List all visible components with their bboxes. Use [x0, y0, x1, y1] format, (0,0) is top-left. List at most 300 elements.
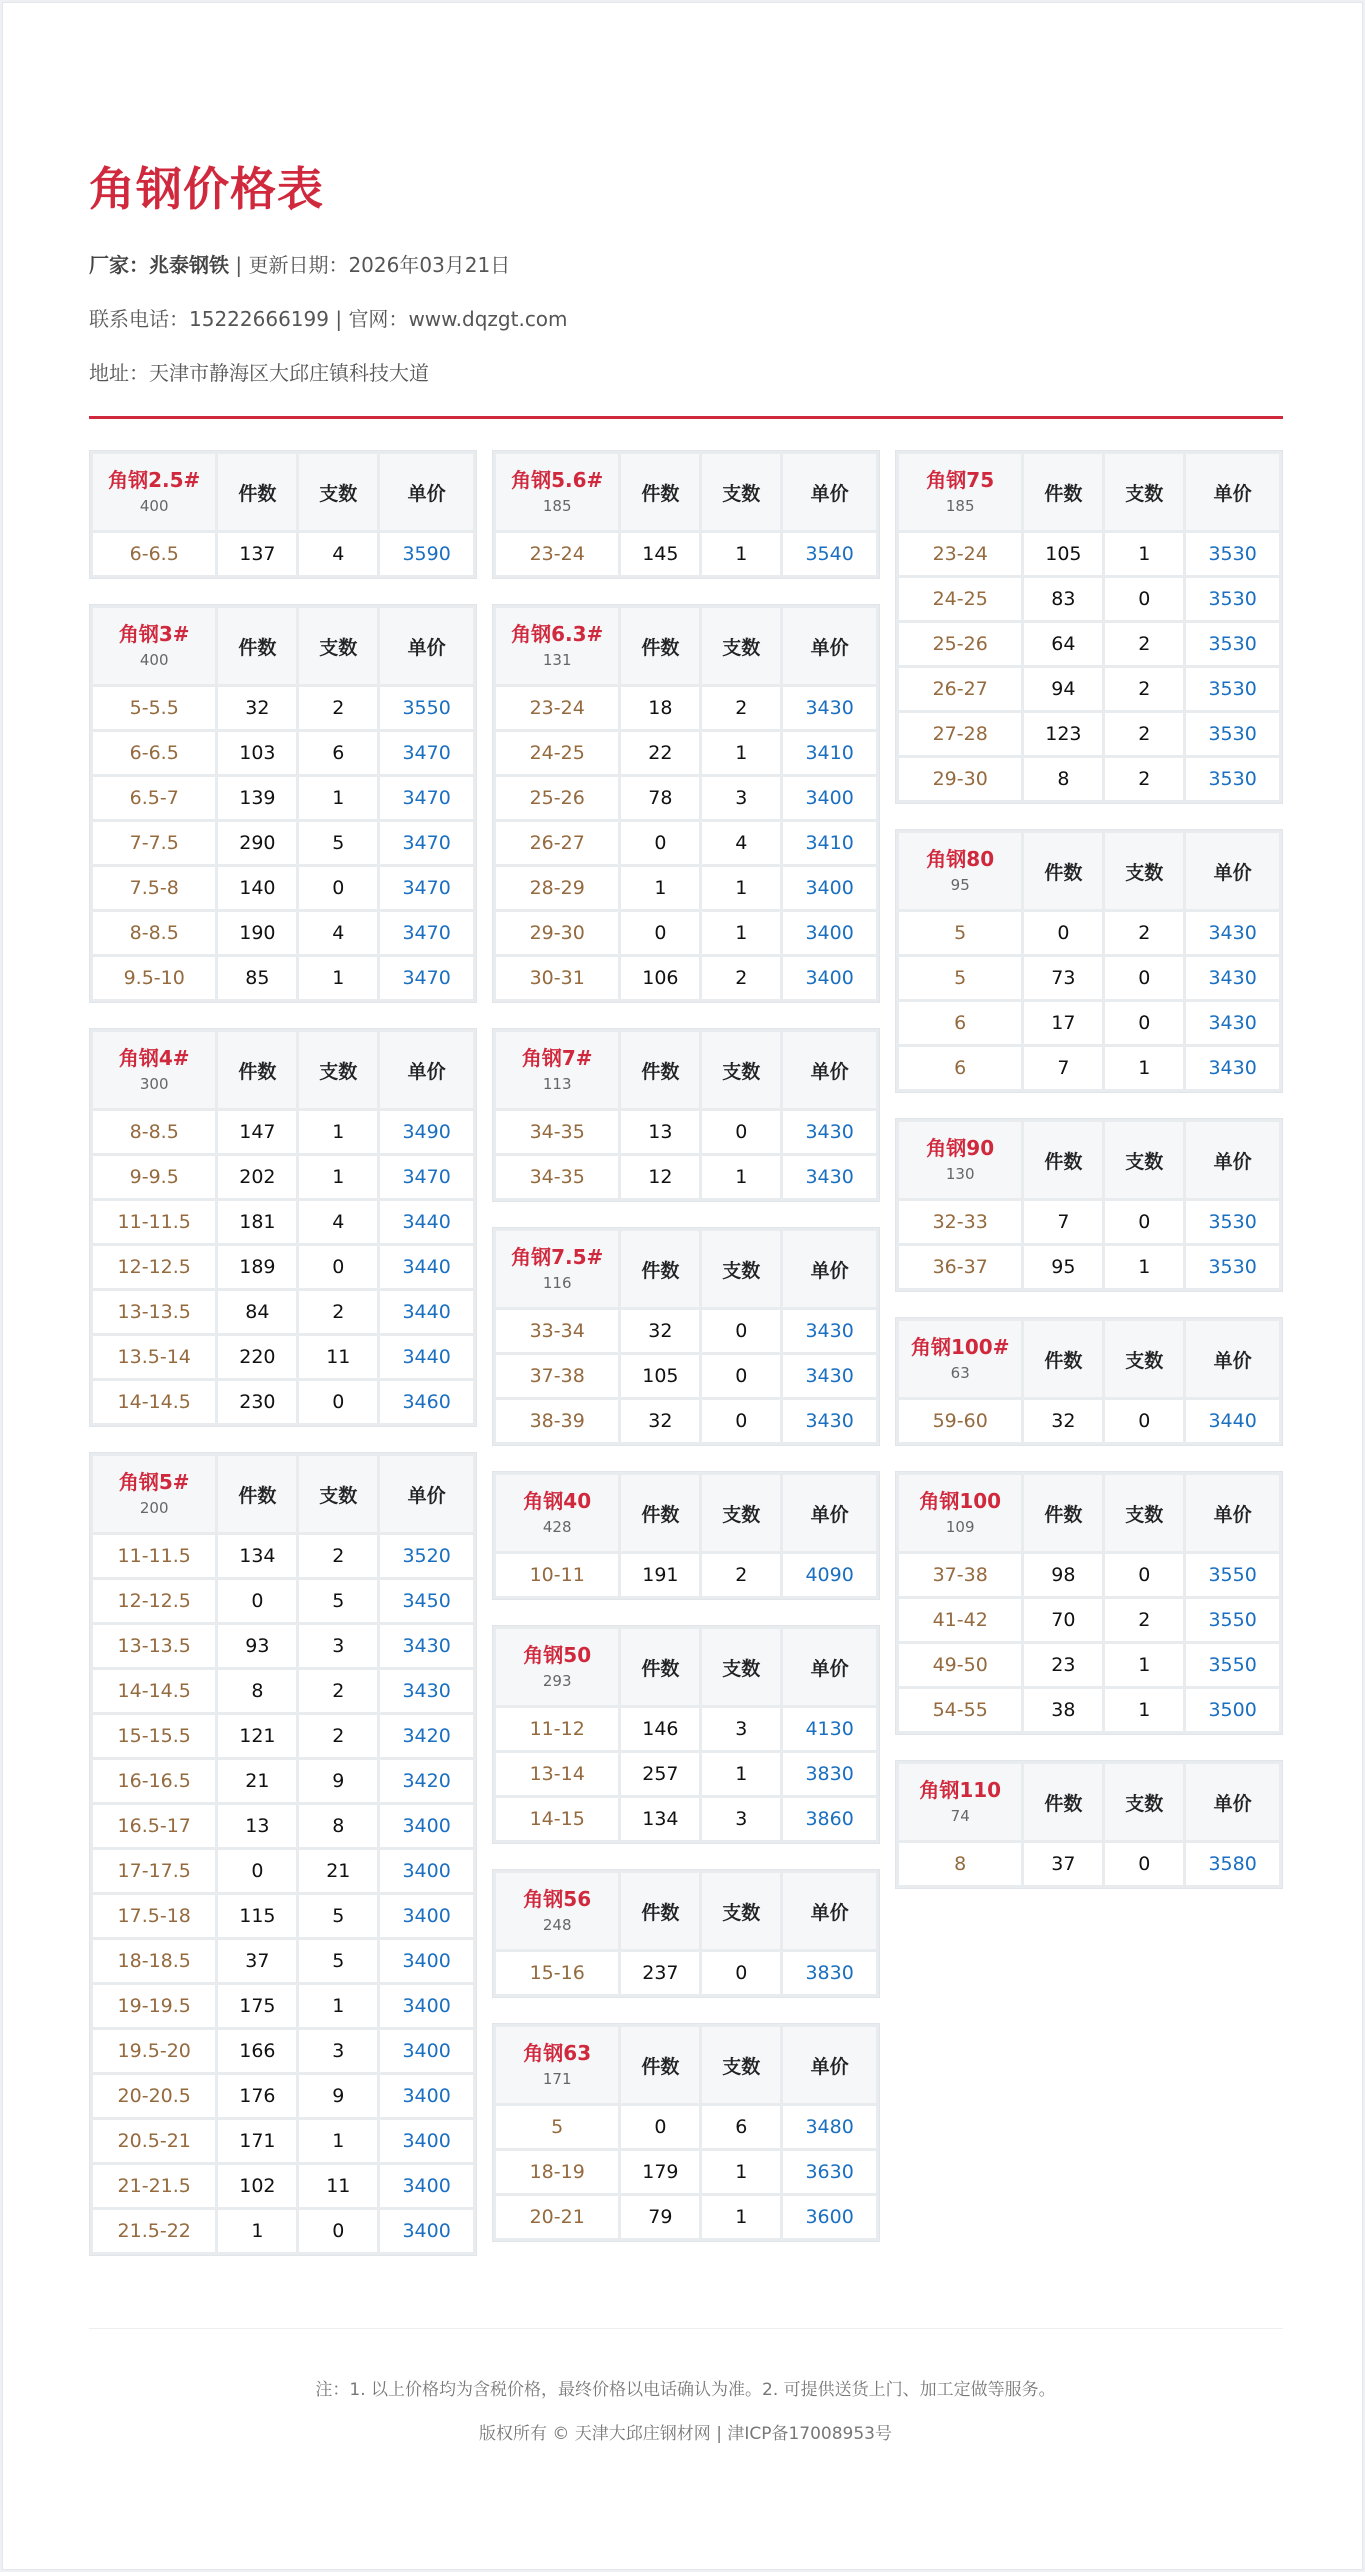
unit-price-cell[interactable]: 3550	[380, 687, 473, 729]
size-range-cell: 13-14	[496, 1753, 618, 1795]
bar-count-cell: 0	[702, 1310, 780, 1352]
size-range-cell: 6.5-7	[93, 777, 215, 819]
unit-price-cell[interactable]: 3400	[380, 1850, 473, 1892]
table-row	[93, 2120, 473, 2162]
piece-count-cell: 176	[218, 2075, 296, 2117]
piece-count-cell: 134	[621, 1798, 699, 1840]
unit-price-cell[interactable]: 3450	[380, 1580, 473, 1622]
table-row	[496, 2151, 876, 2193]
bar-count-cell: 0	[1105, 1843, 1183, 1885]
table-row	[496, 2106, 876, 2148]
size-range-cell: 9.5-10	[93, 957, 215, 999]
table-header-row	[496, 1231, 876, 1307]
table-row	[496, 687, 876, 729]
qty-header: 件数	[621, 1032, 699, 1108]
table-row	[93, 1111, 473, 1153]
size-range-cell: 14-14.5	[93, 1670, 215, 1712]
unit-price-cell[interactable]: 3400	[783, 867, 876, 909]
size-range-cell: 7-7.5	[93, 822, 215, 864]
spec-name: 角钢3#	[118, 622, 190, 646]
piece-count-cell: 0	[621, 2106, 699, 2148]
price-table	[492, 604, 880, 1003]
spec-header	[93, 1032, 215, 1108]
unit-price-cell[interactable]: 3470	[380, 912, 473, 954]
size-range-cell: 8-8.5	[93, 912, 215, 954]
unit-price-cell[interactable]: 3530	[1186, 578, 1279, 620]
spec-header	[496, 2027, 618, 2103]
spec-name: 角钢56	[523, 1887, 592, 1911]
count-header: 支数	[702, 454, 780, 530]
unit-price-cell[interactable]: 3430	[380, 1670, 473, 1712]
unit-price-cell[interactable]: 3530	[1186, 668, 1279, 710]
unit-price-cell[interactable]: 3430	[1186, 912, 1279, 954]
bar-count-cell: 9	[299, 1760, 377, 1802]
count-header: 支数	[702, 1629, 780, 1705]
piece-count-cell: 18	[621, 687, 699, 729]
footer-copyright: 版权所有 © 天津大邱庄钢材网 | 津ICP备17008953号	[478, 2424, 892, 2444]
price-table	[89, 1452, 477, 2256]
table-column-2	[492, 450, 880, 2242]
table-row	[93, 687, 473, 729]
table-row	[899, 1047, 1279, 1089]
piece-count-cell: 146	[621, 1708, 699, 1750]
table-header-row	[899, 1321, 1279, 1397]
bar-count-cell: 2	[1105, 623, 1183, 665]
address-value: 天津市静海区大邱庄镇科技大道	[149, 361, 429, 385]
table-column-1	[89, 450, 477, 2256]
unit-price-cell[interactable]: 3430	[783, 1156, 876, 1198]
table-row	[93, 1985, 473, 2027]
size-range-cell: 18-19	[496, 2151, 618, 2193]
size-range-cell: 5	[899, 912, 1021, 954]
table-row	[899, 912, 1279, 954]
table-row	[899, 758, 1279, 800]
table-row	[93, 1246, 473, 1288]
spec-name: 角钢80	[926, 847, 995, 871]
spec-name: 角钢4#	[118, 1046, 190, 1070]
phone-label: 联系电话：	[89, 307, 189, 331]
size-range-cell: 23-24	[496, 533, 618, 575]
price-header: 单价	[1186, 1122, 1279, 1198]
qty-header: 件数	[621, 2027, 699, 2103]
bar-count-cell: 3	[702, 1708, 780, 1750]
unit-price-cell[interactable]: 3400	[380, 2165, 473, 2207]
unit-price-cell[interactable]: 3530	[1186, 758, 1279, 800]
size-range-cell: 14-15	[496, 1798, 618, 1840]
size-range-cell: 12-12.5	[93, 1580, 215, 1622]
table-header-row	[899, 1764, 1279, 1840]
bar-count-cell: 9	[299, 2075, 377, 2117]
piece-count-cell: 32	[218, 687, 296, 729]
bar-count-cell: 1	[1105, 1644, 1183, 1686]
size-range-cell: 26-27	[496, 822, 618, 864]
unit-price-cell[interactable]: 3400	[380, 1895, 473, 1937]
bar-count-cell: 2	[702, 687, 780, 729]
table-row	[93, 1670, 473, 1712]
unit-price-cell[interactable]: 3530	[1186, 533, 1279, 575]
unit-price-cell[interactable]: 3400	[783, 957, 876, 999]
piece-count-cell: 8	[1024, 758, 1102, 800]
bar-count-cell: 0	[1105, 957, 1183, 999]
unit-price-cell[interactable]: 3530	[1186, 1246, 1279, 1288]
price-table	[895, 450, 1283, 804]
piece-count-cell: 121	[218, 1715, 296, 1757]
qty-header: 件数	[621, 1231, 699, 1307]
price-header: 单价	[783, 1231, 876, 1307]
unit-price-cell[interactable]: 3440	[380, 1201, 473, 1243]
unit-price-cell[interactable]: 3860	[783, 1798, 876, 1840]
count-header: 支数	[299, 454, 377, 530]
table-row	[93, 1381, 473, 1423]
size-range-cell: 8	[899, 1843, 1021, 1885]
piece-count-cell: 230	[218, 1381, 296, 1423]
price-table	[895, 829, 1283, 1093]
piece-count-cell: 21	[218, 1760, 296, 1802]
unit-price-cell[interactable]: 3490	[380, 1111, 473, 1153]
price-table	[895, 1317, 1283, 1446]
piece-count-cell: 64	[1024, 623, 1102, 665]
unit-price-cell[interactable]: 3600	[783, 2196, 876, 2238]
count-header: 支数	[1105, 1475, 1183, 1551]
piece-count-cell: 7	[1024, 1047, 1102, 1089]
bar-count-cell: 4	[299, 912, 377, 954]
table-row	[899, 668, 1279, 710]
bar-count-cell: 5	[299, 822, 377, 864]
size-range-cell: 5	[496, 2106, 618, 2148]
unit-price-cell[interactable]: 3400	[783, 777, 876, 819]
bar-count-cell: 3	[299, 2030, 377, 2072]
table-row	[899, 1843, 1279, 1885]
piece-count-cell: 220	[218, 1336, 296, 1378]
table-row	[93, 1625, 473, 1667]
piece-count-cell: 0	[218, 1580, 296, 1622]
unit-price-cell[interactable]: 3460	[380, 1381, 473, 1423]
spec-name: 角钢40	[523, 1489, 592, 1513]
table-row	[93, 1805, 473, 1847]
table-row	[899, 1554, 1279, 1596]
table-header-row	[93, 1456, 473, 1532]
unit-price-cell[interactable]: 3400	[380, 2120, 473, 2162]
table-row	[899, 1644, 1279, 1686]
qty-header: 件数	[621, 608, 699, 684]
spec-name: 角钢110	[919, 1778, 1002, 1802]
unit-price-cell[interactable]: 3550	[1186, 1554, 1279, 1596]
spec-weight: 248	[542, 1916, 572, 1934]
qty-header: 件数	[218, 1456, 296, 1532]
bar-count-cell: 1	[702, 2151, 780, 2193]
spec-weight: 130	[945, 1165, 975, 1183]
count-header: 支数	[1105, 1321, 1183, 1397]
spec-weight: 113	[542, 1075, 572, 1093]
count-header: 支数	[1105, 833, 1183, 909]
piece-count-cell: 175	[218, 1985, 296, 2027]
table-row	[93, 1940, 473, 1982]
table-row	[93, 732, 473, 774]
unit-price-cell[interactable]: 4130	[783, 1708, 876, 1750]
unit-price-cell[interactable]: 3530	[1186, 1201, 1279, 1243]
unit-price-cell[interactable]: 3540	[783, 533, 876, 575]
bar-count-cell: 2	[702, 1554, 780, 1596]
unit-price-cell[interactable]: 3470	[380, 822, 473, 864]
size-range-cell: 33-34	[496, 1310, 618, 1352]
table-row	[93, 2030, 473, 2072]
table-row	[93, 1850, 473, 1892]
unit-price-cell[interactable]: 3480	[783, 2106, 876, 2148]
qty-header: 件数	[621, 454, 699, 530]
price-table	[895, 1471, 1283, 1735]
bar-count-cell: 1	[299, 1156, 377, 1198]
table-row	[496, 1111, 876, 1153]
unit-price-cell[interactable]: 3400	[380, 2210, 473, 2252]
table-row	[496, 912, 876, 954]
size-range-cell: 25-26	[496, 777, 618, 819]
size-range-cell: 6	[899, 1002, 1021, 1044]
count-header: 支数	[299, 1032, 377, 1108]
bar-count-cell: 2	[1105, 668, 1183, 710]
size-range-cell: 38-39	[496, 1400, 618, 1442]
spec-name: 角钢7#	[521, 1046, 593, 1070]
price-header: 单价	[380, 1456, 473, 1532]
unit-price-cell[interactable]: 3470	[380, 1156, 473, 1198]
table-header-row	[496, 1032, 876, 1108]
piece-count-cell: 32	[621, 1400, 699, 1442]
price-header: 单价	[1186, 454, 1279, 530]
size-range-cell: 41-42	[899, 1599, 1021, 1641]
spec-header	[899, 454, 1021, 530]
unit-price-cell[interactable]: 3430	[783, 1111, 876, 1153]
piece-count-cell: 181	[218, 1201, 296, 1243]
bar-count-cell: 1	[702, 867, 780, 909]
bar-count-cell: 5	[299, 1895, 377, 1937]
unit-price-cell[interactable]: 3400	[380, 2030, 473, 2072]
size-range-cell: 13-13.5	[93, 1625, 215, 1667]
bar-count-cell: 21	[299, 1850, 377, 1892]
size-range-cell: 28-29	[496, 867, 618, 909]
bar-count-cell: 2	[299, 1670, 377, 1712]
size-range-cell: 54-55	[899, 1689, 1021, 1731]
unit-price-cell[interactable]: 3430	[783, 1310, 876, 1352]
spec-name: 角钢100	[919, 1489, 1002, 1513]
unit-price-cell[interactable]: 3500	[1186, 1689, 1279, 1731]
piece-count-cell: 7	[1024, 1201, 1102, 1243]
spec-header	[899, 1764, 1021, 1840]
table-row	[93, 1760, 473, 1802]
size-range-cell: 11-11.5	[93, 1535, 215, 1577]
spec-header	[496, 1231, 618, 1307]
count-header: 支数	[299, 608, 377, 684]
bar-count-cell: 1	[299, 1985, 377, 2027]
size-range-cell: 20-21	[496, 2196, 618, 2238]
bar-count-cell: 1	[702, 1156, 780, 1198]
piece-count-cell: 202	[218, 1156, 296, 1198]
price-header: 单价	[783, 2027, 876, 2103]
unit-price-cell[interactable]: 3430	[1186, 1047, 1279, 1089]
page	[2, 2, 1363, 2570]
contact-line	[89, 305, 568, 333]
unit-price-cell[interactable]: 3400	[380, 1805, 473, 1847]
size-range-cell: 9-9.5	[93, 1156, 215, 1198]
unit-price-cell[interactable]: 3410	[783, 732, 876, 774]
table-column-3	[895, 450, 1283, 1889]
price-header: 单价	[380, 608, 473, 684]
bar-count-cell: 6	[702, 2106, 780, 2148]
spec-name: 角钢50	[523, 1643, 592, 1667]
size-range-cell: 36-37	[899, 1246, 1021, 1288]
price-table	[89, 450, 477, 579]
piece-count-cell: 140	[218, 867, 296, 909]
size-range-cell: 14-14.5	[93, 1381, 215, 1423]
unit-price-cell[interactable]: 3420	[380, 1760, 473, 1802]
size-range-cell: 24-25	[899, 578, 1021, 620]
unit-price-cell[interactable]: 3470	[380, 777, 473, 819]
unit-price-cell[interactable]: 3430	[1186, 957, 1279, 999]
bar-count-cell: 1	[1105, 1689, 1183, 1731]
size-range-cell: 11-12	[496, 1708, 618, 1750]
unit-price-cell[interactable]: 3430	[783, 1355, 876, 1397]
unit-price-cell[interactable]: 3430	[380, 1625, 473, 1667]
table-row	[899, 1246, 1279, 1288]
size-range-cell: 17.5-18	[93, 1895, 215, 1937]
price-header: 单价	[783, 1475, 876, 1551]
piece-count-cell: 134	[218, 1535, 296, 1577]
size-range-cell: 59-60	[899, 1400, 1021, 1442]
table-row	[899, 533, 1279, 575]
piece-count-cell: 171	[218, 2120, 296, 2162]
unit-price-cell[interactable]: 4090	[783, 1554, 876, 1596]
piece-count-cell: 179	[621, 2151, 699, 2193]
price-header: 单价	[1186, 1321, 1279, 1397]
piece-count-cell: 13	[621, 1111, 699, 1153]
unit-price-cell[interactable]: 3440	[380, 1291, 473, 1333]
piece-count-cell: 8	[218, 1670, 296, 1712]
spec-header	[93, 608, 215, 684]
table-row	[93, 1336, 473, 1378]
bar-count-cell: 2	[299, 1715, 377, 1757]
piece-count-cell: 139	[218, 777, 296, 819]
piece-count-cell: 137	[218, 533, 296, 575]
table-row	[93, 533, 473, 575]
piece-count-cell: 105	[1024, 533, 1102, 575]
table-row	[899, 1400, 1279, 1442]
unit-price-cell[interactable]: 3400	[380, 1940, 473, 1982]
qty-header: 件数	[1024, 1764, 1102, 1840]
size-range-cell: 19.5-20	[93, 2030, 215, 2072]
manufacturer-line	[89, 251, 510, 279]
phone-number[interactable]: 15222666199	[189, 307, 329, 331]
table-header-row	[93, 1032, 473, 1108]
piece-count-cell: 37	[218, 1940, 296, 1982]
unit-price-cell[interactable]: 3410	[783, 822, 876, 864]
bar-count-cell: 0	[1105, 1554, 1183, 1596]
website-link[interactable]: www.dqzgt.com	[408, 307, 568, 331]
unit-price-cell[interactable]: 3470	[380, 867, 473, 909]
unit-price-cell[interactable]: 3580	[1186, 1843, 1279, 1885]
table-row	[899, 578, 1279, 620]
price-table-columns	[89, 450, 1283, 2256]
price-header: 单价	[783, 1873, 876, 1949]
bar-count-cell: 4	[299, 1201, 377, 1243]
qty-header: 件数	[621, 1873, 699, 1949]
qty-header: 件数	[218, 1032, 296, 1108]
manufacturer-name: 兆泰钢铁	[149, 253, 229, 277]
size-range-cell: 16-16.5	[93, 1760, 215, 1802]
unit-price-cell[interactable]: 3550	[1186, 1644, 1279, 1686]
unit-price-cell[interactable]: 3440	[1186, 1400, 1279, 1442]
unit-price-cell[interactable]: 3400	[380, 1985, 473, 2027]
unit-price-cell[interactable]: 3830	[783, 1753, 876, 1795]
unit-price-cell[interactable]: 3440	[380, 1246, 473, 1288]
size-range-cell: 12-12.5	[93, 1246, 215, 1288]
address-label: 地址：	[89, 361, 149, 385]
unit-price-cell[interactable]: 3400	[380, 2075, 473, 2117]
piece-count-cell: 123	[1024, 713, 1102, 755]
piece-count-cell: 147	[218, 1111, 296, 1153]
bar-count-cell: 3	[702, 1798, 780, 1840]
piece-count-cell: 290	[218, 822, 296, 864]
piece-count-cell: 105	[621, 1355, 699, 1397]
table-row	[93, 1580, 473, 1622]
piece-count-cell: 13	[218, 1805, 296, 1847]
size-range-cell: 20-20.5	[93, 2075, 215, 2117]
unit-price-cell[interactable]: 3430	[783, 687, 876, 729]
table-row	[496, 1753, 876, 1795]
unit-price-cell[interactable]: 3430	[783, 1400, 876, 1442]
unit-price-cell[interactable]: 3830	[783, 1952, 876, 1994]
qty-header: 件数	[621, 1475, 699, 1551]
unit-price-cell[interactable]: 3520	[380, 1535, 473, 1577]
unit-price-cell[interactable]: 3420	[380, 1715, 473, 1757]
size-range-cell: 25-26	[899, 623, 1021, 665]
piece-count-cell: 0	[1024, 912, 1102, 954]
unit-price-cell[interactable]: 3440	[380, 1336, 473, 1378]
bar-count-cell: 0	[299, 1381, 377, 1423]
size-range-cell: 8-8.5	[93, 1111, 215, 1153]
unit-price-cell[interactable]: 3530	[1186, 623, 1279, 665]
unit-price-cell[interactable]: 3590	[380, 533, 473, 575]
bar-count-cell: 3	[299, 1625, 377, 1667]
bar-count-cell: 0	[299, 867, 377, 909]
price-header: 单价	[783, 1032, 876, 1108]
footer-divider	[89, 2328, 1283, 2329]
size-range-cell: 19-19.5	[93, 1985, 215, 2027]
unit-price-cell[interactable]: 3430	[1186, 1002, 1279, 1044]
unit-price-cell[interactable]: 3470	[380, 957, 473, 999]
count-header: 支数	[702, 1475, 780, 1551]
size-range-cell: 26-27	[899, 668, 1021, 710]
spec-weight: 171	[542, 2070, 572, 2088]
price-table	[895, 1118, 1283, 1292]
table-row	[496, 1156, 876, 1198]
spec-weight: 400	[139, 497, 169, 515]
unit-price-cell[interactable]: 3400	[783, 912, 876, 954]
table-row	[899, 1201, 1279, 1243]
bar-count-cell: 8	[299, 1805, 377, 1847]
size-range-cell: 7.5-8	[93, 867, 215, 909]
website-label: 官网：	[348, 307, 409, 331]
table-row	[496, 1400, 876, 1442]
size-range-cell: 32-33	[899, 1201, 1021, 1243]
unit-price-cell[interactable]: 3630	[783, 2151, 876, 2193]
size-range-cell: 30-31	[496, 957, 618, 999]
spec-header	[496, 1032, 618, 1108]
unit-price-cell[interactable]: 3530	[1186, 713, 1279, 755]
spec-header	[899, 1475, 1021, 1551]
unit-price-cell[interactable]: 3550	[1186, 1599, 1279, 1641]
table-row	[93, 1535, 473, 1577]
bar-count-cell: 1	[702, 1753, 780, 1795]
count-header: 支数	[702, 1032, 780, 1108]
unit-price-cell[interactable]: 3470	[380, 732, 473, 774]
